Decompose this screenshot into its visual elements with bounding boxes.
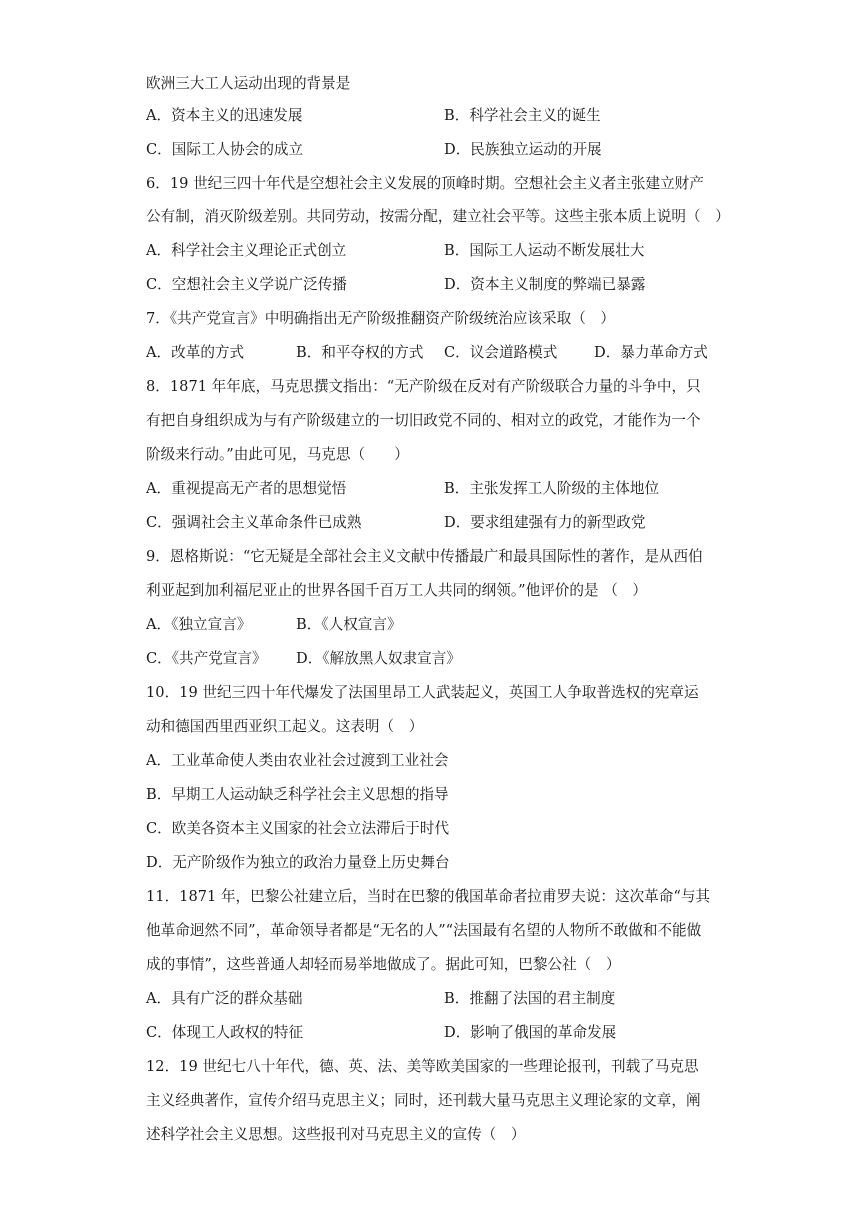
question-9-stem: 9．恩格斯说：“它无疑是全部社会主义文献中传播最广和最具国际性的著作，是从西伯: [146, 548, 703, 565]
question-stem-line: 欧洲三大工人运动出现的背景是: [146, 75, 351, 92]
option-a: A．资本主义的迅速发展: [146, 107, 303, 124]
option-c: C．强调社会主义革命条件已成熟: [146, 514, 362, 531]
option-a: A．改革的方式: [146, 344, 245, 361]
option-row: [146, 140, 726, 160]
option-c: C．议会道路模式: [444, 344, 558, 361]
question-12-stem: 主义经典著作，宣传介绍马克思主义；同时，还刊载大量马克思主义理论家的文章，阐: [146, 1092, 701, 1109]
question-9-stem: 利亚起到加利福尼亚止的世界各国千百万工人共同的纲领。”他评价的是 （ ）: [146, 582, 647, 599]
question-8-stem: 有把自身组织成为与有产阶级建立的一切旧政党不同的、相对立的政党，才能作为一个: [146, 412, 701, 429]
question-8-stem: 阶级来行动。”由此可见，马克思（ ）: [146, 446, 409, 463]
option-row: [146, 479, 726, 499]
option-a: A．《独立宣言》: [146, 616, 252, 633]
option-c: C．《共产党宣言》: [146, 650, 267, 667]
option-d: D．无产阶级作为独立的政治力量登上历史舞台: [146, 854, 450, 871]
option-a: A．工业革命使人类由农业社会过渡到工业社会: [146, 752, 449, 769]
option-b: B．《人权宣言》: [296, 616, 402, 633]
option-row: [146, 275, 726, 295]
question-8-stem: 8．1871 年年底，马克思撰文指出：“无产阶级在反对有产阶级联合力量的斗争中，只: [146, 378, 701, 395]
option-c: C．空想社会主义学说广泛传播: [146, 276, 347, 293]
option-row: [146, 615, 726, 635]
option-b: B．推翻了法国的君主制度: [444, 990, 616, 1007]
option-b: B．早期工人运动缺乏科学社会主义思想的指导: [146, 786, 449, 803]
option-row: [146, 989, 726, 1009]
question-6-stem: 6．19 世纪三四十年代是空想社会主义发展的顶峰时期。空想社会主义者主张建立财产: [146, 175, 704, 192]
option-d: D．《解放黑人奴隶宣言》: [296, 650, 461, 667]
option-d: D．民族独立运动的开展: [444, 141, 602, 158]
question-6-stem: 公有制，消灭阶级差别。共同劳动，按需分配，建立社会平等。这些主张本质上说明（ ）: [146, 208, 730, 225]
option-row: [146, 513, 726, 533]
question-12-stem: 述科学社会主义思想。这些报刊对马克思主义的宣传（ ）: [146, 1126, 526, 1143]
option-d: D．资本主义制度的弊端已暴露: [444, 276, 646, 293]
option-c: C．体现工人政权的特征: [146, 1024, 304, 1041]
question-11-stem: 11．1871 年，巴黎公社建立后，当时在巴黎的俄国革命者拉甫罗夫说：这次革命“与其: [146, 888, 711, 905]
option-d: D．影响了俄国的革命发展: [444, 1024, 617, 1041]
option-c: C．欧美各资本主义国家的社会立法滞后于时代: [146, 820, 450, 837]
question-10-stem: 动和德国西里西亚织工起义。这表明（ ）: [146, 718, 424, 735]
question-12-stem: 12．19 世纪七八十年代，德、英、法、美等欧美国家的一些理论报刊，刊载了马克思: [146, 1058, 699, 1075]
question-7-stem: 7．《共产党宣言》中明确指出无产阶级推翻资产阶级统治应该采取（ ）: [146, 310, 615, 327]
option-c: C．国际工人协会的成立: [146, 141, 304, 158]
question-11-stem: 他革命迥然不同”，革命领导者都是“无名的人”“法国最有名望的人物所不敢做和不能做: [146, 922, 702, 939]
option-b: B．科学社会主义的诞生: [444, 107, 601, 124]
option-d: D．暴力革命方式: [594, 344, 708, 361]
option-a: A．科学社会主义理论正式创立: [146, 242, 347, 259]
option-a: A．重视提高无产者的思想觉悟: [146, 480, 347, 497]
option-row: [146, 343, 726, 363]
option-row: [146, 1023, 726, 1043]
question-10-stem: 10．19 世纪三四十年代爆发了法国里昂工人武装起义，英国工人争取普选权的宪章运: [146, 684, 699, 701]
option-b: B．国际工人运动不断发展壮大: [444, 242, 645, 259]
option-b: B．主张发挥工人阶级的主体地位: [444, 480, 660, 497]
option-b: B．和平夺权的方式: [296, 344, 424, 361]
option-a: A．具有广泛的群众基础: [146, 990, 303, 1007]
option-row: [146, 106, 726, 126]
question-11-stem: 成的事情”，这些普通人却轻而易举地做成了。据此可知，巴黎公社（ ）: [146, 956, 621, 973]
option-d: D．要求组建强有力的新型政党: [444, 514, 646, 531]
option-row: [146, 241, 726, 261]
option-row: [146, 649, 726, 669]
